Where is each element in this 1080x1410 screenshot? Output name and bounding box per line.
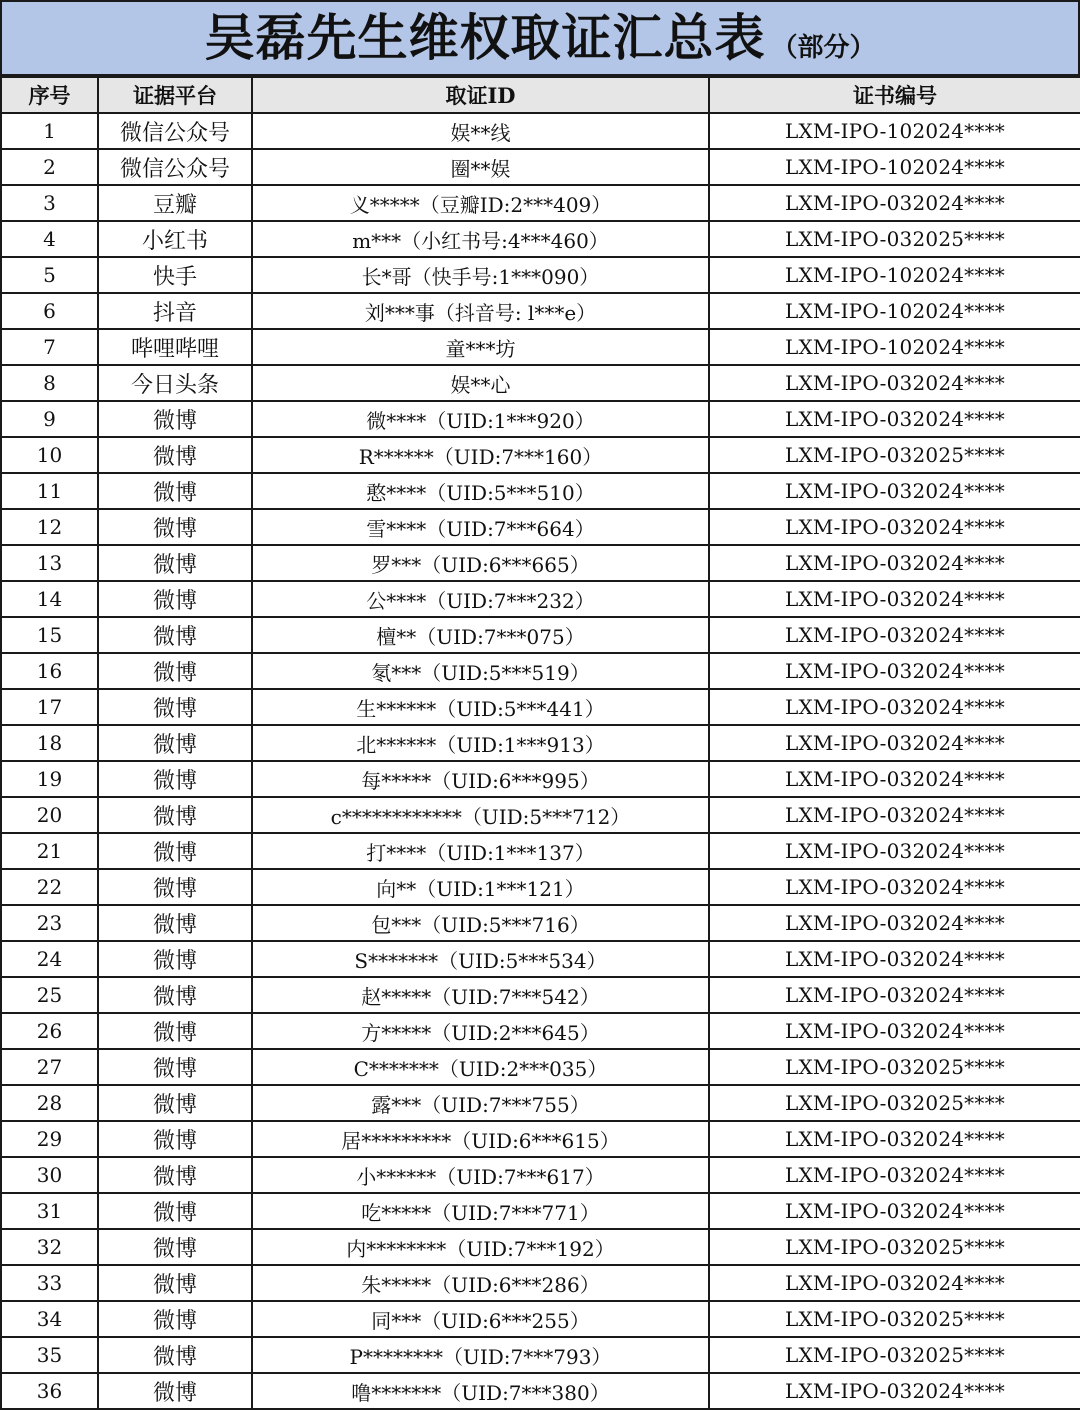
cell-platform: 豆瓣	[98, 185, 252, 221]
cell-number: 16	[1, 653, 98, 689]
cell-evidence-id: 小******（UID:7***617）	[252, 1157, 709, 1193]
cell-evidence-id: C*******（UID:2***035）	[252, 1049, 709, 1085]
cell-number: 12	[1, 509, 98, 545]
table-row	[1, 1373, 1080, 1409]
cell-number: 35	[1, 1337, 98, 1373]
cell-evidence-id: c************（UID:5***712）	[252, 797, 709, 833]
cell-platform: 微博	[98, 509, 252, 545]
cell-certificate-number: LXM-IPO-032024****	[709, 905, 1080, 941]
cell-platform: 微博	[98, 545, 252, 581]
cell-platform: 微博	[98, 941, 252, 977]
page-subtitle: （部分）	[771, 32, 876, 63]
cell-number: 24	[1, 941, 98, 977]
cell-evidence-id: 每*****（UID:6***995）	[252, 761, 709, 797]
cell-certificate-number: LXM-IPO-032024****	[709, 1157, 1080, 1193]
cell-number: 11	[1, 473, 98, 509]
table-row	[1, 1337, 1080, 1373]
cell-evidence-id: 居*********（UID:6***615）	[252, 1121, 709, 1157]
table-row	[1, 653, 1080, 689]
cell-evidence-id: 方*****（UID:2***645）	[252, 1013, 709, 1049]
cell-platform: 微博	[98, 1049, 252, 1085]
table-row	[1, 293, 1080, 329]
table-row	[1, 725, 1080, 761]
cell-certificate-number: LXM-IPO-032024****	[709, 1013, 1080, 1049]
cell-certificate-number: LXM-IPO-032024****	[709, 725, 1080, 761]
cell-certificate-number: LXM-IPO-102024****	[709, 113, 1080, 149]
cell-number: 19	[1, 761, 98, 797]
cell-platform: 微博	[98, 761, 252, 797]
cell-platform: 哔哩哔哩	[98, 329, 252, 365]
cell-certificate-number: LXM-IPO-032025****	[709, 1049, 1080, 1085]
cell-number: 7	[1, 329, 98, 365]
cell-platform: 微博	[98, 1121, 252, 1157]
cell-certificate-number: LXM-IPO-032024****	[709, 797, 1080, 833]
cell-evidence-id: 罗***（UID:6***665）	[252, 545, 709, 581]
cell-platform: 微博	[98, 437, 252, 473]
cell-number: 4	[1, 221, 98, 257]
cell-certificate-number: LXM-IPO-032024****	[709, 689, 1080, 725]
cell-certificate-number: LXM-IPO-032024****	[709, 401, 1080, 437]
column-header-number: 序号	[1, 77, 98, 113]
cell-platform: 微博	[98, 1085, 252, 1121]
cell-number: 33	[1, 1265, 98, 1301]
cell-certificate-number: LXM-IPO-032024****	[709, 941, 1080, 977]
cell-platform: 微信公众号	[98, 113, 252, 149]
table-row	[1, 365, 1080, 401]
cell-number: 22	[1, 869, 98, 905]
cell-number: 25	[1, 977, 98, 1013]
cell-certificate-number: LXM-IPO-032024****	[709, 761, 1080, 797]
cell-evidence-id: 向**（UID:1***121）	[252, 869, 709, 905]
cell-number: 36	[1, 1373, 98, 1409]
table-row	[1, 761, 1080, 797]
table-row	[1, 113, 1080, 149]
cell-certificate-number: LXM-IPO-102024****	[709, 257, 1080, 293]
cell-number: 21	[1, 833, 98, 869]
page-title: 吴磊先生维权取证汇总表	[204, 8, 766, 67]
cell-evidence-id: 义*****（豆瓣ID:2***409）	[252, 185, 709, 221]
cell-platform: 微博	[98, 653, 252, 689]
cell-evidence-id: 长*哥（快手号:1***090）	[252, 257, 709, 293]
cell-platform: 微博	[98, 401, 252, 437]
cell-number: 13	[1, 545, 98, 581]
table-row	[1, 545, 1080, 581]
cell-platform: 微博	[98, 1337, 252, 1373]
cell-number: 23	[1, 905, 98, 941]
cell-evidence-id: 憨****（UID:5***510）	[252, 473, 709, 509]
cell-evidence-id: 生******（UID:5***441）	[252, 689, 709, 725]
cell-certificate-number: LXM-IPO-032025****	[709, 437, 1080, 473]
cell-certificate-number: LXM-IPO-102024****	[709, 149, 1080, 185]
cell-evidence-id: P********（UID:7***793）	[252, 1337, 709, 1373]
table-row	[1, 1229, 1080, 1265]
cell-certificate-number: LXM-IPO-032024****	[709, 365, 1080, 401]
table-row	[1, 1157, 1080, 1193]
cell-certificate-number: LXM-IPO-032024****	[709, 581, 1080, 617]
cell-certificate-number: LXM-IPO-032024****	[709, 473, 1080, 509]
cell-platform: 微博	[98, 1265, 252, 1301]
cell-platform: 微博	[98, 833, 252, 869]
cell-certificate-number: LXM-IPO-032024****	[709, 833, 1080, 869]
cell-platform: 微博	[98, 473, 252, 509]
cell-number: 32	[1, 1229, 98, 1265]
cell-certificate-number: LXM-IPO-032024****	[709, 545, 1080, 581]
cell-evidence-id: 露***（UID:7***755）	[252, 1085, 709, 1121]
cell-number: 1	[1, 113, 98, 149]
cell-number: 17	[1, 689, 98, 725]
cell-evidence-id: 吃*****（UID:7***771）	[252, 1193, 709, 1229]
cell-evidence-id: 朱*****（UID:6***286）	[252, 1265, 709, 1301]
table-row	[1, 905, 1080, 941]
cell-certificate-number: LXM-IPO-032024****	[709, 977, 1080, 1013]
cell-evidence-id: 同***（UID:6***255）	[252, 1301, 709, 1337]
title-bar	[0, 0, 1080, 76]
cell-evidence-id: 娱**心	[252, 365, 709, 401]
cell-number: 10	[1, 437, 98, 473]
cell-platform: 微博	[98, 977, 252, 1013]
cell-number: 9	[1, 401, 98, 437]
cell-evidence-id: 公****（UID:7***232）	[252, 581, 709, 617]
table-row	[1, 149, 1080, 185]
cell-platform: 微博	[98, 581, 252, 617]
cell-platform: 微博	[98, 725, 252, 761]
table-body	[1, 113, 1080, 1409]
cell-platform: 微博	[98, 1013, 252, 1049]
table-row	[1, 1085, 1080, 1121]
table-row	[1, 1193, 1080, 1229]
cell-certificate-number: LXM-IPO-102024****	[709, 293, 1080, 329]
table-row	[1, 329, 1080, 365]
cell-certificate-number: LXM-IPO-032024****	[709, 185, 1080, 221]
cell-evidence-id: 微****（UID:1***920）	[252, 401, 709, 437]
cell-evidence-id: 童***坊	[252, 329, 709, 365]
cell-evidence-id: 雪****（UID:7***664）	[252, 509, 709, 545]
cell-number: 28	[1, 1085, 98, 1121]
cell-platform: 微博	[98, 617, 252, 653]
cell-platform: 微博	[98, 689, 252, 725]
cell-evidence-id: 赵*****（UID:7***542）	[252, 977, 709, 1013]
table-row	[1, 833, 1080, 869]
cell-certificate-number: LXM-IPO-032024****	[709, 617, 1080, 653]
cell-platform: 微博	[98, 1373, 252, 1409]
table-row	[1, 221, 1080, 257]
table-row	[1, 869, 1080, 905]
cell-evidence-id: m***（小红书号:4***460）	[252, 221, 709, 257]
cell-number: 2	[1, 149, 98, 185]
table-row	[1, 581, 1080, 617]
table-row	[1, 473, 1080, 509]
cell-number: 6	[1, 293, 98, 329]
cell-certificate-number: LXM-IPO-032024****	[709, 509, 1080, 545]
cell-evidence-id: 内********（UID:7***192）	[252, 1229, 709, 1265]
cell-platform: 微博	[98, 1301, 252, 1337]
table-row	[1, 1121, 1080, 1157]
cell-platform: 微博	[98, 869, 252, 905]
cell-number: 27	[1, 1049, 98, 1085]
cell-platform: 小红书	[98, 221, 252, 257]
cell-platform: 微博	[98, 797, 252, 833]
cell-number: 15	[1, 617, 98, 653]
table-row	[1, 1013, 1080, 1049]
cell-number: 14	[1, 581, 98, 617]
cell-certificate-number: LXM-IPO-032025****	[709, 1229, 1080, 1265]
table-row	[1, 509, 1080, 545]
cell-number: 8	[1, 365, 98, 401]
cell-evidence-id: 娱**线	[252, 113, 709, 149]
cell-evidence-id: R******（UID:7***160）	[252, 437, 709, 473]
table-row	[1, 437, 1080, 473]
cell-evidence-id: S*******（UID:5***534）	[252, 941, 709, 977]
cell-number: 31	[1, 1193, 98, 1229]
table-row	[1, 689, 1080, 725]
column-header-certificate: 证书编号	[709, 77, 1080, 113]
table-row	[1, 941, 1080, 977]
cell-certificate-number: LXM-IPO-102024****	[709, 329, 1080, 365]
cell-platform: 微博	[98, 1157, 252, 1193]
table-row	[1, 1301, 1080, 1337]
cell-certificate-number: LXM-IPO-032025****	[709, 221, 1080, 257]
cell-platform: 今日头条	[98, 365, 252, 401]
table-row	[1, 977, 1080, 1013]
cell-evidence-id: 氡***（UID:5***519）	[252, 653, 709, 689]
cell-evidence-id: 噜*******（UID:7***380）	[252, 1373, 709, 1409]
cell-certificate-number: LXM-IPO-032024****	[709, 653, 1080, 689]
evidence-table	[0, 76, 1080, 1410]
cell-certificate-number: LXM-IPO-032025****	[709, 1337, 1080, 1373]
column-header-platform: 证据平台	[98, 77, 252, 113]
cell-evidence-id: 刘***事（抖音号: l***e）	[252, 293, 709, 329]
cell-number: 3	[1, 185, 98, 221]
cell-platform: 微博	[98, 905, 252, 941]
cell-certificate-number: LXM-IPO-032024****	[709, 1265, 1080, 1301]
table-row	[1, 617, 1080, 653]
cell-evidence-id: 檀**（UID:7***075）	[252, 617, 709, 653]
table-row	[1, 1049, 1080, 1085]
cell-evidence-id: 北******（UID:1***913）	[252, 725, 709, 761]
table-row	[1, 185, 1080, 221]
table-row	[1, 401, 1080, 437]
cell-number: 5	[1, 257, 98, 293]
table-row	[1, 1265, 1080, 1301]
cell-certificate-number: LXM-IPO-032024****	[709, 1373, 1080, 1409]
cell-certificate-number: LXM-IPO-032025****	[709, 1085, 1080, 1121]
cell-number: 30	[1, 1157, 98, 1193]
cell-number: 34	[1, 1301, 98, 1337]
cell-certificate-number: LXM-IPO-032024****	[709, 1193, 1080, 1229]
table-row	[1, 797, 1080, 833]
table-row	[1, 257, 1080, 293]
cell-platform: 微博	[98, 1193, 252, 1229]
cell-evidence-id: 打****（UID:1***137）	[252, 833, 709, 869]
cell-certificate-number: LXM-IPO-032024****	[709, 1121, 1080, 1157]
column-header-evidence-id: 取证ID	[252, 77, 709, 113]
cell-platform: 微信公众号	[98, 149, 252, 185]
cell-evidence-id: 包***（UID:5***716）	[252, 905, 709, 941]
table-header	[1, 77, 1080, 113]
cell-platform: 微博	[98, 1229, 252, 1265]
cell-platform: 抖音	[98, 293, 252, 329]
cell-number: 18	[1, 725, 98, 761]
header-row	[1, 77, 1080, 113]
cell-certificate-number: LXM-IPO-032024****	[709, 869, 1080, 905]
cell-platform: 快手	[98, 257, 252, 293]
cell-certificate-number: LXM-IPO-032025****	[709, 1301, 1080, 1337]
cell-evidence-id: 圈**娱	[252, 149, 709, 185]
cell-number: 26	[1, 1013, 98, 1049]
cell-number: 20	[1, 797, 98, 833]
cell-number: 29	[1, 1121, 98, 1157]
